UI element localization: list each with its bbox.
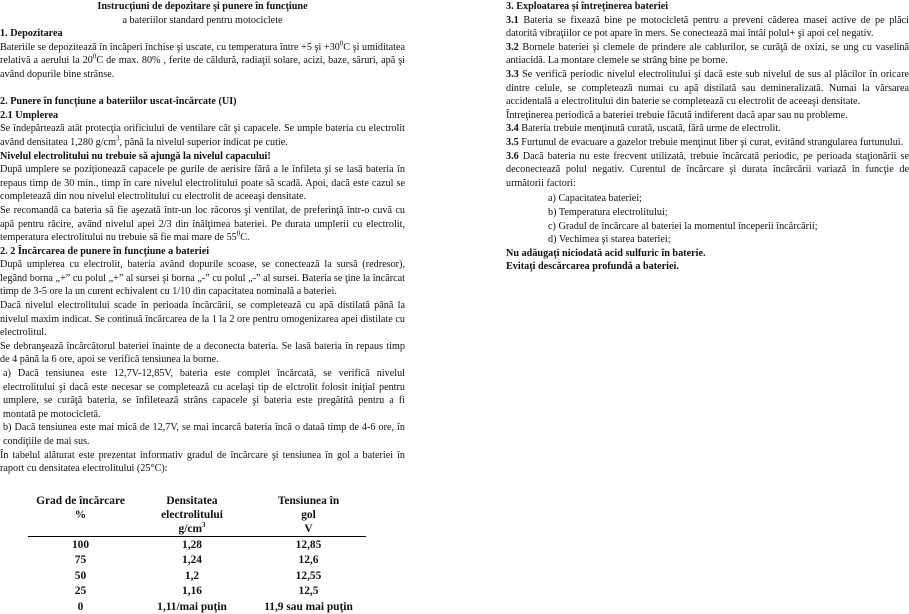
table-cell-density: 1,28: [182, 538, 202, 551]
table-cell-charge: 50: [74, 569, 87, 582]
list-item: d) Vechimea şi starea bateriei;: [548, 234, 671, 246]
factors-list: [506, 192, 909, 246]
left-column: [0, 0, 405, 614]
header-charge-level: Grad de încărcare %: [36, 494, 125, 521]
table-cell-density: 1,16: [182, 585, 202, 598]
charge-table: [28, 494, 366, 614]
header-density: Densitatea electrolitului $g/cm^3$: [161, 494, 223, 535]
section-3-2: 3.2 Bornele bateriei şi clemele de prindere ale cablurilor, se curăţă de oxizi, se ung cu vaselină antiacidă. La montare clemele se strâng bine pe borne.: [506, 41, 909, 67]
table-cell-voltage: 12,6: [298, 554, 319, 567]
table-cell-voltage: 12,85: [295, 538, 322, 551]
section-2-1-paragraph-3: Se recomandă ca bateria să fie aşezată într-un loc răcoros şi ventilat, de preferinţă într-o cuvă cu apă pentru răcire, având nivelul apei 2/3 din înălţimea bateriei. Pe durata umplerii cu electrolit, temperatura electrolitului nu trebuie să fie mai mare de $55^0C$.: [0, 204, 405, 244]
table-row: [28, 583, 366, 599]
table-cell-charge: 75: [74, 554, 87, 567]
table-cell-density: 1,24: [182, 554, 202, 567]
section-2-heading: 2. Punere în funcţiune a bateriilor uscat-încărcate (UI): [0, 96, 237, 108]
list-item: a) Capacitatea bateriei;: [548, 193, 642, 205]
section-2-2-paragraph-2: Dacă nivelul electrolitului scade în perioada încărcării, se completează cu apă distilată până la nivelul maxim indicat. Se continuă încărcarea de la 1 la 2 ore pentru omogenizarea apei distilate cu electrolitul.: [0, 300, 405, 339]
section-2-2-paragraph-4: a) Dacă tensiunea este 12,7V-12,85V, bateria este complet încărcată, se verifică nivelul electrolitului şi dacă este necesar se completează cu acelaşi tip de elctrolit folosit iniţial pentru umplere, se curăţă bateria, se înfiletează strâns capacele şi bateria este pregătită pentru a fi montată pe motocicletă.: [3, 368, 405, 420]
header-voltage: Tensiunea în gol V: [277, 494, 340, 535]
section-2-1-paragraph-2: După umplere se poziţionează capacele pe gurile de aerisire fără a le înfileta şi se lasă bateria în repaus timp de 30 min., timp în care nivelul electrolitului poate să scadă. Apoi, dacă este cazul se completează din nou nivelul electrolitului cu electrolit de aceeaşi densitate.: [0, 164, 405, 203]
section-1-text: Bateriile se depozitează în încăperi închise şi uscate, cu temperatura între +5 şi $+30^0C$ şi umiditatea relativă a aerului la $20^0C$ de max. 80% , ferite de căldură, radiaţii solare, acizi, baze, săruri, apă şi având dopurile bine strânse.: [0, 39, 406, 80]
table-row: [28, 599, 366, 614]
section-2-2-heading: 2. 2 Încărcarea de punere în funcţiune a bateriei: [0, 245, 210, 257]
table-row: [28, 568, 366, 584]
table-row: [28, 536, 366, 552]
section-3-heading: 3. Exploatarea şi întreţinerea bateriei: [506, 1, 669, 12]
table-cell-voltage: 11,9 sau mai puţin: [264, 600, 353, 613]
section-2-2-paragraph-5: b) Dacă tensiunea este mai mică de 12,7V, se mai incarcă bateria încă o dataă timp de 4-6 ore, în condiţiile de mai sus.: [3, 422, 405, 447]
list-item: c) Gradul de încărcare al bateriei la momentul începerii încărcării;: [548, 220, 818, 232]
table-cell-charge: 0: [77, 600, 84, 613]
table-cell-density: 1,2: [184, 569, 200, 582]
section-2-1-paragraph-1: Se îndepărtează atât protecţia orificiului de ventilare cât şi capacele. Se umple bateria cu electrolit având densitatea 1,280 $g/cm^3$, până la nivelul superior indicat pe cutie.: [0, 123, 405, 148]
section-2-2-paragraph-1: După umplerea cu electrolit, bateria având dopurile scoase, se conectează la sursă (redresor), legând borna „+” cu polul „+” al sursei şi borna „-” cu polul „-” al sursei. Bateria se ţine la încărcat timp de 3-5 ore la un curent echivalent cu 1/10 din capacitatea nominală a bateriei.: [0, 259, 405, 298]
table-cell-charge: 100: [71, 538, 90, 551]
section-3-5: 3.5 Furtunul de evacuare a gazelor trebuie menţinut liber şi curat, evitând strangularea furtunului.: [506, 136, 904, 148]
table-row: [28, 552, 366, 568]
electrolyte-level-warning: Nivelul electrolitului nu trebuie să ajungă la nivelul capacului!: [0, 150, 271, 162]
section-2-1-heading: 2.1 Umplerea: [0, 109, 59, 121]
deep-discharge-warning: Evitaţi descărcarea profundă a bateriei.: [506, 261, 679, 273]
section-3-4: 3.4 Bateria trebuie menţinută curată, uscată, fără urme de electrolit.: [506, 123, 781, 135]
section-1-heading: 1. Depozitarea: [0, 28, 63, 40]
section-3-3-maintenance: Întreţinerea periodică a bateriei trebuie făcută indiferent dacă apar sau nu probleme.: [506, 109, 848, 121]
sulfuric-acid-warning: Nu adăugaţi niciodată acid sulfuric în baterie.: [506, 247, 706, 259]
table-cell-charge: 25: [74, 585, 87, 598]
section-2-2-paragraph-3: Se debranşează încărcătorul bateriei înainte de a deconecta bateria. Se lasă bateria în repaus timp de 4 până la 6 ore, apoi se verifică tensiunea la borne.: [0, 340, 405, 366]
document-title: Instrucţiuni de depozitare şi punere în funcţiune: [97, 1, 308, 12]
document-subtitle: a bateriilor standard pentru motociclete: [122, 14, 283, 26]
table-cell-voltage: 12,5: [298, 585, 319, 598]
section-3-1: 3.1 Bateria se fixează bine pe motocicletă pentru a preveni căderea masei active de pe plăci datorită vibraţiilor ce pot apare în mers. Se conectează mai întâi polul+ şi apoi cel negativ.: [506, 14, 909, 40]
table-cell-density: 1,11/mai puţin: [157, 600, 227, 613]
list-item: b) Temperatura electrolitului;: [548, 206, 668, 218]
table-intro: În tabelul alăturat este prezentat informativ gradul de încărcare şi tensiunea în gol a bateriei în raport cu densitatea electrolitului (25°C):: [0, 449, 405, 475]
right-column: [506, 0, 909, 274]
section-3-3: 3.3 Se verifică periodic nivelul electrolitului şi dacă este sub nivelul de sus al plăcilor în oricare dintre celule, se completează numai cu apă distilată sau demineralizată. Numai la vărsarea accidentală a electrolitului din baterie se completează cu electrolit de aceeaşi densitate.: [506, 68, 909, 108]
section-3-6: 3.6 Dacă bateria nu este frecvent utilizată, trebuie încărcată periodic, pe perioada staţionării se deconectează polul negativ. Curentul de încărcare şi durata încărcării variază în funcţie de următorii factori:: [506, 150, 909, 189]
table-cell-voltage: 12,55: [295, 569, 322, 582]
